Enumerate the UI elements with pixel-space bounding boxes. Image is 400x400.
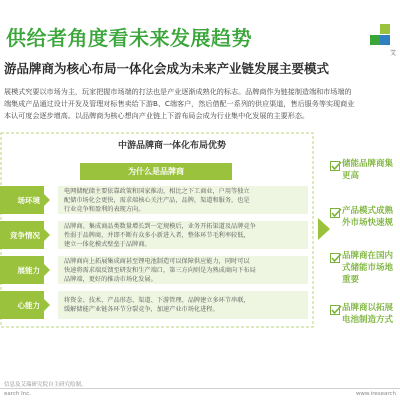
- benefit-item: [330, 205, 400, 245]
- benefit-text: [342, 302, 400, 326]
- row-arrow-icon: [44, 264, 50, 276]
- row-arrow-icon: [44, 229, 50, 241]
- row-text-line: 品牌商、集成商品类数量增长到一定规模后，业务开拓渠道及品牌竞争: [64, 223, 256, 230]
- benefit-text: [342, 205, 400, 229]
- benefit-line: 品牌商在国内: [342, 251, 394, 261]
- source-note: 信息及艾瑞研究院自主研究绘制。: [4, 382, 87, 388]
- benefit-text: [342, 250, 400, 286]
- benefit-item: [330, 250, 400, 290]
- row-arrow-icon: [44, 299, 50, 311]
- advantage-row: [0, 291, 308, 319]
- checkbox-check-icon: [330, 305, 342, 317]
- checkbox-check-icon: [330, 208, 342, 220]
- benefit-line: 外市场快速规: [342, 218, 394, 228]
- checkbox-check-icon: [330, 161, 342, 173]
- benefit-item: [330, 302, 400, 342]
- footer-copyright: earch Inc.: [4, 391, 32, 397]
- benefit-line: 储能品牌商集: [342, 159, 394, 169]
- row-label: 心能力: [0, 291, 44, 319]
- row-text: [58, 256, 308, 284]
- intro-line: 本认可度会逐步增高。以品牌商为核心想向产业链上下游布局会成为行业集中化发展的主要形态。: [4, 111, 310, 120]
- row-text-line: 品牌端，更好的推动市场化发展。: [64, 276, 157, 283]
- row-text: [58, 186, 308, 214]
- benefit-line: 更高: [342, 171, 360, 181]
- benefit-line: 电池制造方式: [342, 315, 394, 325]
- row-text-line: 将资金、技术、产品形态、渠道、下游管理、品牌建立多环节串联，: [64, 297, 250, 304]
- arrow-right-icon: [318, 218, 330, 240]
- row-text-line: 电网储配储主要依靠政策和国家推动，相比之下工商业，户用等独立: [64, 188, 250, 195]
- row-text-line: 配储市场化会更快，需求端核心关注产品，品牌，渠道和服务，也是: [64, 197, 250, 204]
- footer-divider: [0, 388, 400, 389]
- row-label: 竞争情况: [0, 221, 44, 249]
- benefit-line: 产品模式成熟: [342, 206, 394, 216]
- brand-caption: 艾: [389, 50, 396, 57]
- checkbox-check-icon: [330, 253, 342, 265]
- row-label: 展能力: [0, 256, 44, 284]
- footer-website-link[interactable]: www.iresearch: [355, 391, 396, 397]
- row-text-line: 行业竞争和盈利的表现方向。: [64, 206, 145, 213]
- row-text: [58, 291, 308, 319]
- benefit-line: 品牌商以拓展: [342, 303, 394, 313]
- row-text-line: 品牌商向上拓展集成商甚至锂电池制造可以保障供应能力，同时可以: [64, 258, 250, 265]
- row-arrow-icon: [44, 194, 50, 206]
- page-subtitle: 游品牌商为核心布局一体化会成为未来产业链发展主要模式: [4, 61, 330, 76]
- row-text-line: 建立一体化模式壁垒于品牌商。: [64, 241, 151, 248]
- advantage-row: [0, 221, 308, 249]
- advantage-row: [0, 186, 308, 214]
- row-text-line: 性弱于品牌商，并即不断有众多小新进入者，整体环节毛利率较低，: [64, 232, 250, 239]
- intro-line: 端集成产品通过设计开发及管理对标售卖给下游B、C端客户，然后借配一系列的供应渠道，售后服务等实现商业: [4, 99, 355, 108]
- row-text: [58, 221, 308, 249]
- diagram-title: 中游品牌商一体化布局优势: [118, 141, 227, 151]
- benefit-item: [330, 158, 400, 198]
- page-title: 供给者角度看未来发展趋势: [6, 26, 252, 50]
- row-text-line: 缓解储能产业链各环节分裂竞争，加速产业市场化进程。: [64, 306, 219, 313]
- benefit-line: 重要: [342, 275, 360, 285]
- panel-header: 为什么是品牌商: [80, 163, 232, 180]
- advantage-row: [0, 256, 308, 284]
- row-label: 场环境: [0, 186, 44, 214]
- intro-line: 展模式究要以市场为主，玩家把握市场端的打法也是产业逐渐成熟化的标志。品牌商作为链接制造端和市场端的: [4, 87, 352, 96]
- benefit-text: [342, 158, 400, 182]
- benefit-line: 式储能市场地: [342, 263, 394, 273]
- row-text-line: 快速将需求端反馈至研发和生产端口，第三方向则是为熟成商向下布局: [64, 267, 256, 274]
- intro-paragraph: [4, 86, 396, 122]
